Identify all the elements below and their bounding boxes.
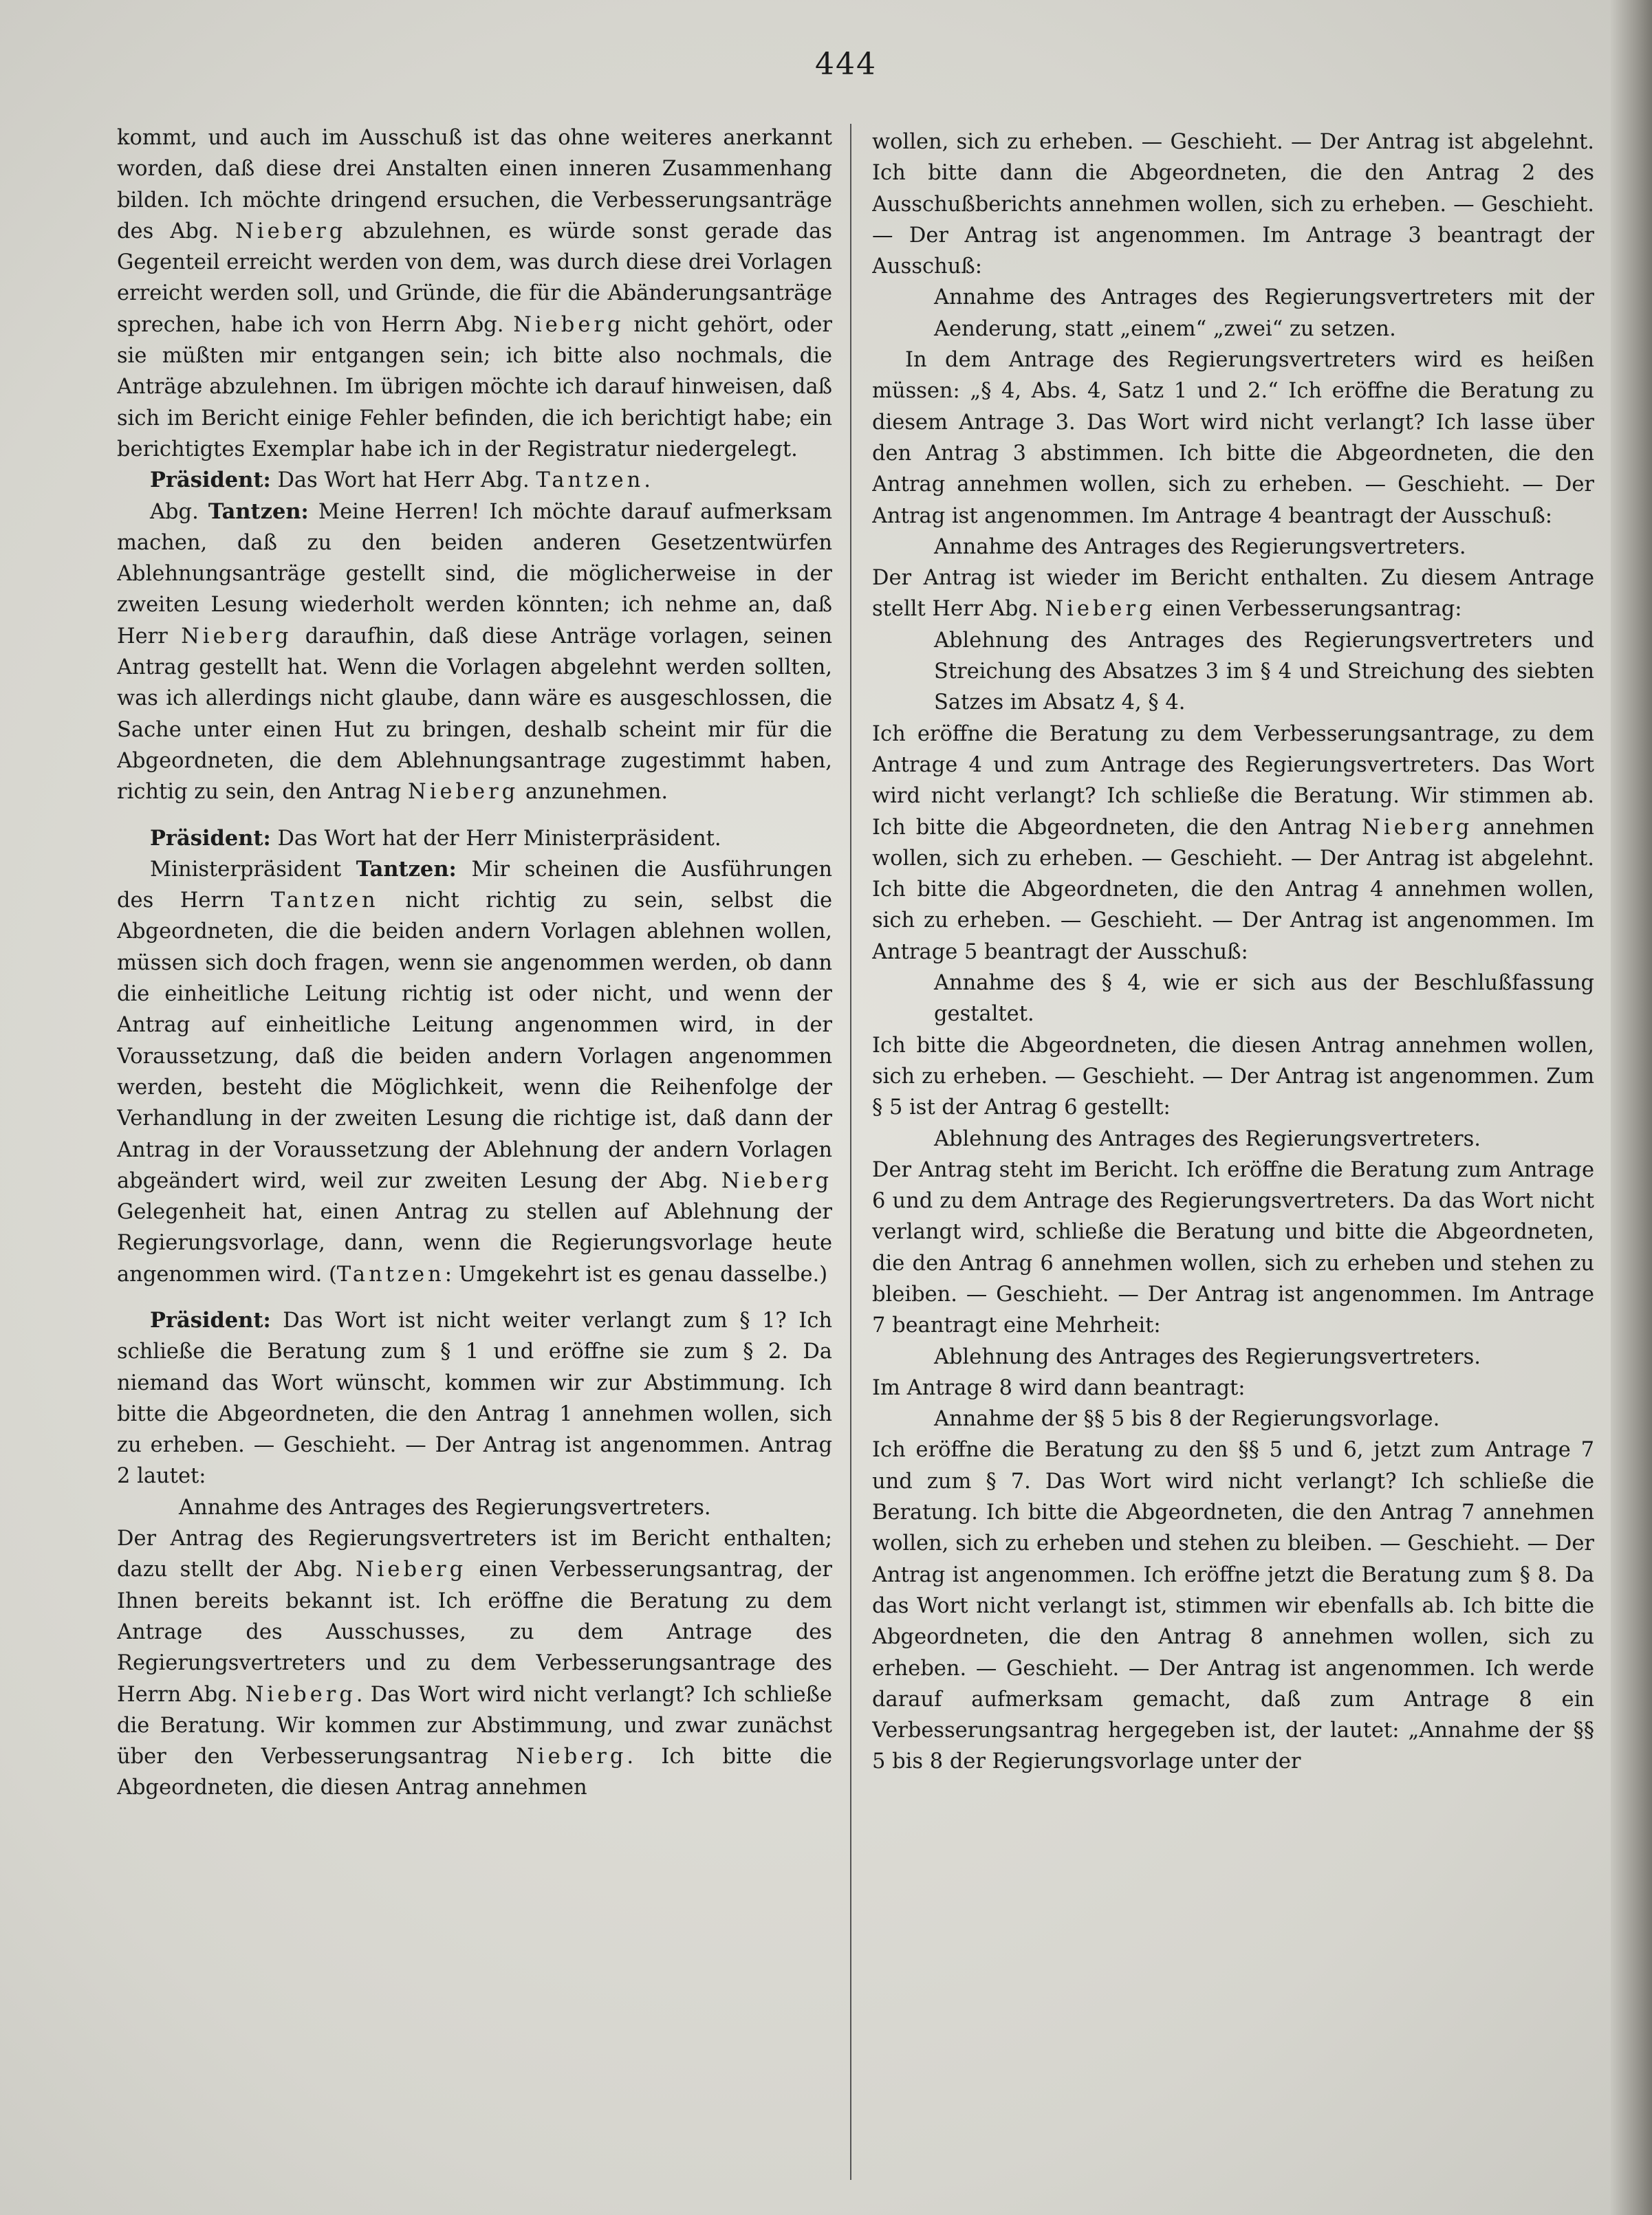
right-column (872, 127, 1594, 2183)
paragraph-r3: In dem Antrage des Regierungsvertreters wird es heißen müssen: „§ 4, Abs. 4, Satz 1 und 2.“ Ich eröffne die Beratung zu diesem Antrage 3. Das Wort wird nicht verlangt? Ich lasse über den Antrag 3 abstimmen. Ich bitte die Abgeordneten, die den Antrag annehmen wollen, sich zu erheben. — Geschieht. — Der Antrag ist angenommen. Im Antrage 4 beantragt der Ausschuß: (872, 348, 1594, 528)
paragraph-tantzen: Abg. Tantzen: Meine Herren! Ich möchte darauf aufmerksam machen, daß zu den beiden anderen Gesetzentwürfen Ablehnungsanträge gestellt sind, die möglicherweise in der zweiten Lesung wiederholt werden könnten; ich nehme an, daß Herr Nieberg daraufhin, daß diese Anträge vorlagen, seinen Antrag gestellt hat. Wenn die Vorlagen abgelehnt werden sollten, was ich allerdings nicht glaube, dann wäre es ausgeschlossen, die Sache unter einen Hut zu bringen, deshalb scheint mir für die Abgeordneten, die dem Ablehnungsantrage zugestimmt haben, richtig zu sein, den Antrag Nieberg anzunehmen. (117, 499, 832, 805)
paragraph-continuation: kommt, und auch im Ausschuß ist das ohne weiteres anerkannt worden, daß diese drei Anstalten einen inneren Zusammenhang bilden. Ich möchte dringend ersuchen, die Verbesserungsanträge des Abg. Nieberg abzulehnen, es würde sonst gerade das Gegenteil erreicht werden von dem, was durch diese drei Vorlagen erreicht werden soll, und Gründe, die für die Abänderungsanträge sprechen, habe ich von Herrn Abg. Nieberg nicht gehört, oder sie müßten mir entgangen sein; ich bitte also nochmals, die Anträge abzulehnen. Im übrigen möchte ich darauf hinweisen, daß sich im Bericht einige Fehler befinden, die ich berichtigt habe; ein berichtigtes Exemplar habe ich in der Registratur niedergelegt. (117, 126, 832, 461)
left-column (117, 122, 832, 2179)
paragraph-r9: Ich bitte die Abgeordneten, die diesen Antrag annehmen wollen, sich zu erheben. — Geschieht. — Der Antrag ist angenommen. Zum § 5 ist der Antrag 6 gestellt: (872, 1033, 1594, 1120)
speaker-label: Tantzen: (208, 499, 309, 524)
page-number: 444 (815, 47, 877, 82)
motion-block: Ablehnung des Antrages des Regierungsvertreters. (934, 1126, 1481, 1151)
paragraph-abstimmung: Der Antrag des Regierungsvertreters ist im Bericht enthalten; dazu stellt der Abg. Nieberg einen Verbesserungsantrag, der Ihnen bereits bekannt ist. Ich eröffne die Beratung zu dem Antrage des Ausschusses, zu dem Antrage des Regierungsvertreters und zu dem Verbesserungsantrage des Herrn Abg. Nieberg. Das Wort wird nicht verlangt? Ich schließe die Beratung. Wir kommen zur Abstimmung, und zwar zunächst über den Verbesserungsantrag Nieberg. Ich bitte die Abgeordneten, die diesen Antrag annehmen (117, 1527, 832, 1800)
motion-block: Annahme des Antrages des Regierungsvertreters. (179, 1495, 711, 1520)
paragraph-r15: Ich eröffne die Beratung zu den §§ 5 und 6, jetzt zum Antrage 7 und zum § 7. Das Wort wird nicht verlangt? Ich schließe die Beratung. Ich bitte die Abgeordneten, die den Antrag 7 annehmen wollen, sich zu erheben und stehen zu bleiben. — Geschieht. — Der Antrag ist angenommen. Ich eröffne jetzt die Beratung zum § 8. Da das Wort nicht verlangt ist, stimmen wir ebenfalls ab. Ich bitte die Abgeordneten, die den Antrag 8 annehmen wollen, sich zu erheben. — Geschieht. — Der Antrag ist angenommen. Ich werde darauf aufmerksam gemacht, daß zum Antrage 8 ein Verbesserungsantrag hergegeben ist, der lautet: „Annahme der §§ 5 bis 8 der Regierungsvorlage unter der (872, 1438, 1594, 1774)
paragraph-praesident-3: Präsident: Das Wort ist nicht weiter verlangt zum § 1? Ich schließe die Beratung zum § 1 und eröffne sie zum § 2. Da niemand das Wort wünscht, kommen wir zur Abstimmung. Ich bitte die Abgeordneten, die den Antrag 1 annehmen wollen, sich zu erheben. — Geschieht. — Der Antrag ist angenommen. Antrag 2 lautet: (117, 1307, 832, 1489)
speaker-label: Präsident: (150, 468, 271, 493)
motion-block: Annahme des Antrages des Regierungsvertreters. (934, 534, 1466, 559)
paragraph-r1: wollen, sich zu erheben. — Geschieht. — Der Antrag ist abgelehnt. Ich bitte dann die Abgeordneten, die den Antrag 2 des Ausschußberichts annehmen wollen, sich zu erheben. — Geschieht. — Der Antrag ist angenommen. Im Antrage 3 beantragt der Ausschuß: (872, 130, 1594, 279)
motion-block: Annahme der §§ 5 bis 8 der Regierungsvorlage. (934, 1407, 1440, 1432)
motion-block: Annahme des Antrages des Regierungsvertreters mit der Aenderung, statt „einem“ „zwei“ zu setzen. (934, 285, 1594, 341)
paragraph-ministerpraesident: Ministerpräsident Tantzen: Mir scheinen die Ausführungen des Herrn Tantzen nicht richtig zu sein, selbst die Abgeordneten, die die beiden andern Vorlagen ablehnen wollen, müssen sich doch fragen, wenn sie angenommen werden, ob dann die einheitliche Leitung richtig ist oder nicht, und wenn der Antrag auf einheitliche Leitung angenommen wird, in der Voraussetzung, daß die beiden andern Vorlagen angenommen werden, besteht die Möglichkeit, wenn die Reihenfolge der Verhandlung in der zweiten Lesung die richtige ist, daß dann der Antrag in der Voraussetzung der Ablehnung der andern Vorlagen abgeändert wird, weil zur zweiten Lesung der Abg. Nieberg Gelegenheit hat, einen Antrag zu stellen auf Ablehnung der Regierungsvorlage, dann, wenn die Regierungsvorlage heute angenommen wird. (Tantzen: Umgekehrt ist es genau dasselbe.) (117, 856, 832, 1287)
paragraph-r7: Ich eröffne die Beratung zu dem Verbesserungsantrage, zu dem Antrage 4 und zum Antrage des Regierungsvertreters. Das Wort wird nicht verlangt? Ich schließe die Beratung. Wir stimmen ab. Ich bitte die Abgeordneten, die den Antrag Nieberg annehmen wollen, sich zu erheben. — Geschieht. — Der Antrag ist abgelehnt. Ich bitte die Abgeordneten, die den Antrag 4 annehmen wollen, sich zu erheben. — Geschieht. — Der Antrag ist angenommen. Im Antrage 5 beantragt der Ausschuß: (872, 721, 1594, 964)
book-spine-edge (1611, 0, 1652, 2215)
motion-block: Annahme des § 4, wie er sich aus der Beschlußfassung gestaltet. (934, 971, 1594, 1027)
motion-block: Ablehnung des Antrages des Regierungsvertreters und Streichung des Absatzes 3 im § 4 und Streichung des siebten Satzes im Absatz 4, § 4. (934, 628, 1594, 715)
motion-block: Ablehnung des Antrages des Regierungsvertreters. (934, 1344, 1481, 1369)
paragraph-r11: Der Antrag steht im Bericht. Ich eröffne die Beratung zum Antrage 6 und zu dem Antrage des Regierungsvertreters. Da das Wort nicht verlangt wird, schließe die Beratung und bitte die Abgeordneten, die den Antrag 6 annehmen wollen, sich zu erheben und stehen zu bleiben. — Geschieht. — Der Antrag ist angenommen. Im Antrage 7 beantragt eine Mehrheit: (872, 1157, 1594, 1338)
speaker-label: Präsident: (150, 825, 271, 851)
paragraph-praesident-1: Präsident: Das Wort hat Herr Abg. Tantzen. (150, 468, 651, 493)
speaker-label: Tantzen: (356, 856, 457, 882)
paragraph-r5: Der Antrag ist wieder im Bericht enthalten. Zu diesem Antrage stellt Herr Abg. Nieberg einen Verbesserungsantrag: (872, 566, 1594, 622)
paragraph-r13: Im Antrage 8 wird dann beantragt: (872, 1375, 1246, 1400)
paragraph-praesident-2: Präsident: Das Wort hat der Herr Ministerpräsident. (150, 825, 721, 851)
speaker-label: Präsident: (150, 1307, 271, 1333)
column-divider (850, 124, 851, 2180)
